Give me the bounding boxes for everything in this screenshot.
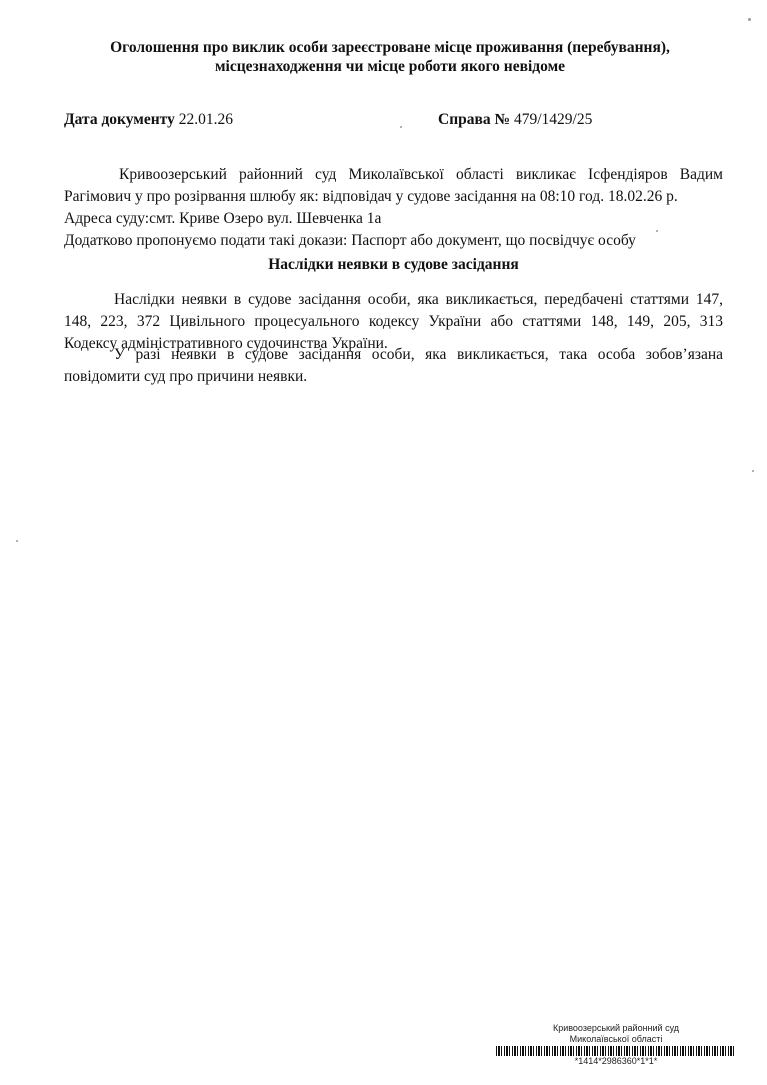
consequences-paragraph-2 — [64, 344, 723, 388]
barcode — [496, 1046, 736, 1056]
case-number — [438, 110, 592, 129]
document-date — [64, 110, 233, 129]
summons-line-1: Кривоозерський районний суд Миколаївської області викликає Ісфендіяров Вадим — [119, 166, 723, 183]
scan-speck — [16, 540, 18, 542]
consequences-p1-line-2: 148, 223, 372 Цивільного процесуального кодексу України або статтями 148, 149, 205, 313 — [64, 313, 723, 330]
consequences-p1-line-3: Кодексу адміністративного судочинства України. — [64, 335, 388, 352]
summons-paragraph — [64, 164, 723, 252]
scan-speck — [752, 470, 754, 472]
stamp-region: Миколаївської області — [569, 1034, 663, 1044]
summons-line-2: Рагімович у про розірвання шлюбу як: відповідач у судове засідання на 08:10 год. 18.02.26 р. — [64, 188, 678, 205]
scan-speck — [656, 230, 658, 232]
title-line-2: місцезнаходження чи місце роботи якого невідоме — [214, 58, 566, 75]
case-value: 479/1429/25 — [513, 111, 593, 128]
stamp-court-name: Кривоозерський районний суд — [552, 1023, 680, 1033]
barcode-text: *1414*2986360*1*1* — [574, 1056, 658, 1066]
date-value: 22.01.26 — [178, 111, 233, 128]
consequences-p1-line-1: Наслідки неявки в судове засідання особи, яка викликається, передбачені статтями 147, — [114, 291, 723, 308]
consequences-p2-line-1: У разі неявки в судове засідання особи, яка викликається, така особа зобов’язана — [114, 346, 723, 363]
court-stamp — [496, 1023, 736, 1067]
consequences-p2-line-2: повідомити суд про причини неявки. — [64, 368, 308, 385]
date-label: Дата документу — [64, 111, 175, 128]
scan-speck — [748, 18, 751, 21]
evidence-request: Додатково пропонуємо подати такі докази: Паспорт або документ, що посвідчує особу — [64, 232, 636, 249]
title-line-1: Оголошення про виклик особи зареєстроване місце проживання (перебування), — [110, 39, 670, 56]
scan-speck — [400, 126, 402, 128]
document-title — [60, 38, 720, 76]
consequences-heading: Наслідки неявки в судове засідання — [268, 256, 519, 273]
case-label: Справа № — [438, 111, 511, 128]
court-address: Адреса суду:смт. Криве Озеро вул. Шевченка 1а — [64, 210, 382, 227]
